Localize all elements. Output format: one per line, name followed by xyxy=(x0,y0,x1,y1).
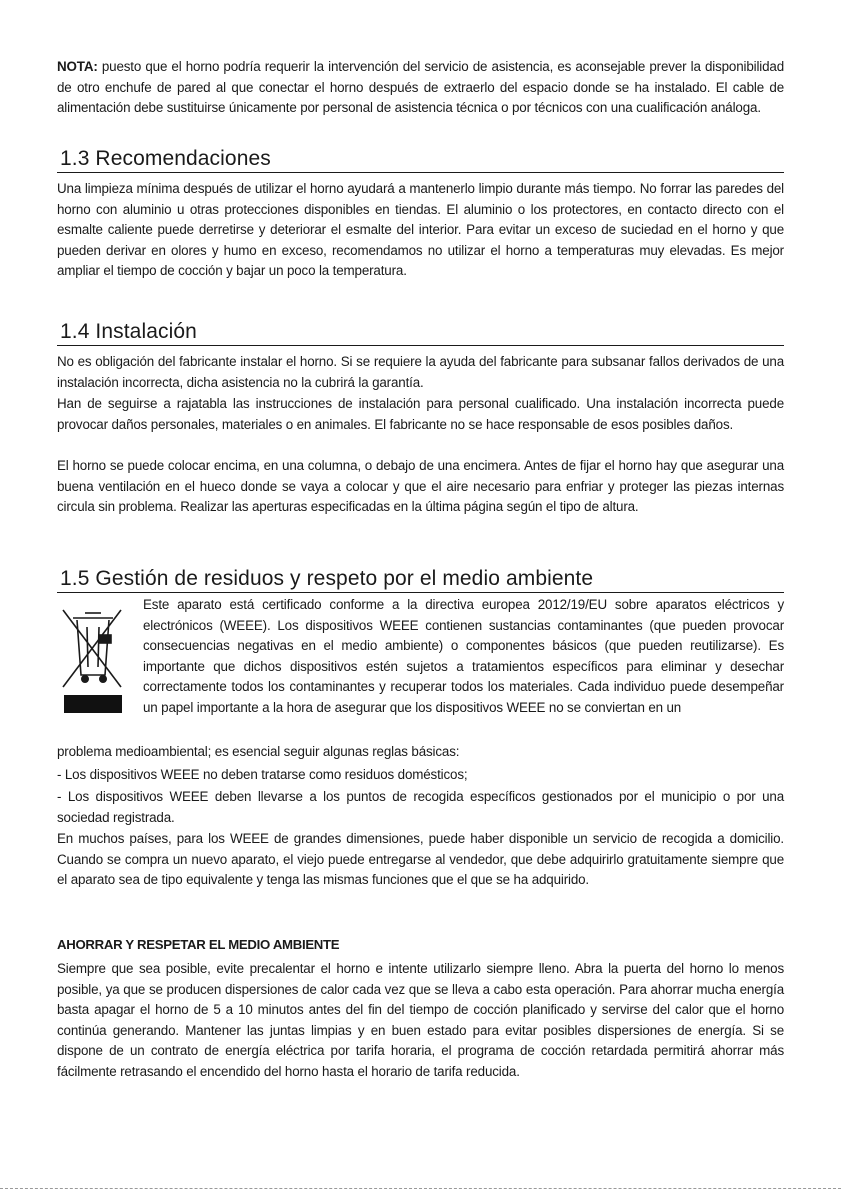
nota-text: puesto que el horno podría requerir la intervención del servicio de asistencia, es aconsejable prever la disponibilidad de otro enchufe de pared al que conectar el horno después de extraerlo del espacio donde se ha instalado. El cable de alimentación debe sustituirse únicamente por personal de asistencia técnica o por técnicos con una cualificación análoga. xyxy=(57,59,784,116)
nota-paragraph xyxy=(57,57,784,119)
crossed-out-wheelie-bin-icon xyxy=(57,605,127,713)
section-1-4-paragraph-3: El horno se puede colocar encima, en una columna, o debajo de una encimera. Antes de fijar el horno hay que asegurar una buena ventilación en el hueco donde se vaya a colocar y que el aire necesario para enfriar y proteger las piezas internas circula sin problema. Realizar las aperturas especificadas en la última página según el tipo de altura. xyxy=(57,458,784,515)
section-1-4-title: 1.4 Instalación xyxy=(57,319,784,346)
section-1-3-paragraph: Una limpieza mínima después de utilizar el horno ayudará a mantenerlo limpio durante más tiempo. No forrar las paredes del horno con aluminio u otras protecciones disponibles en tiendas. El aluminio o los protectores, en contacto directo con el esmalte caliente puede derretirse y deteriorar el esmalte del interior. Para evitar un exceso de suciedad en el horno y que pueden derivar en olores y humo en exceso, recomendamos no utilizar el horno a temperaturas muy elevadas. Es mejor ampliar el tiempo de cocción y bajar un poco la temperatura. xyxy=(57,181,784,279)
weee-description: Este aparato está certificado conforme a la directiva europea 2012/19/EU sobre aparatos eléctricos y electrónicos (WEEE). Los dispositivos WEEE contienen sustancias contaminantes (que pueden provocar consecuencias negativas en el medio ambiente) o componentes básicos (que pueden reutilizarse). Es importante que dichos dispositivos estén sujetos a tratamientos específicos para eliminar y desechar correctamente todos los contaminantes y recuperar todos los materiales. Cada individuo puede desempeñar un papel importante a la hora de asegurar que los dispositivos WEEE no se conviertan en un xyxy=(143,597,784,715)
weee-collection-paragraph: En muchos países, para los WEEE de grandes dimensiones, puede haber disponible un servicio de recogida a domicilio. Cuando se compra un nuevo aparato, el viejo puede entregarse al vendedor, que debe adquirirlo gratuitamente siempre que el aparato sea de tipo equivalente y tenga las mismas funciones que el que se ha adquirido. xyxy=(57,831,784,888)
section-1-5-title: 1.5 Gestión de residuos y respeto por el medio ambiente xyxy=(57,566,784,593)
section-1-4-paragraph-1: No es obligación del fabricante instalar el horno. Si se requiere la ayuda del fabricante para subsanar fallos derivados de una instalación incorrecta, dicha asistencia no la cubrirá la garantía. xyxy=(57,354,784,390)
weee-rule-2: - Los dispositivos WEEE deben llevarse a los puntos de recogida específicos gestionados por el municipio o por una sociedad registrada. xyxy=(57,789,784,825)
section-1-4-paragraph-2: Han de seguirse a rajatabla las instrucciones de instalación para personal cualificado. Una instalación incorrecta puede provocar daños personales, materiales o en animales. El fabricante no se hace responsable de esos posibles daños. xyxy=(57,396,784,432)
ahorrar-paragraph: Siempre que sea posible, evite precalentar el horno e intente utilizarlo siempre lleno. Abra la puerta del horno lo menos posible, ya que se producen dispersiones de calor cada vez que se lleva a cabo esta operación. Para ahorrar mucha energía basta apagar el horno de 5 a 10 minutos antes del fin del tiempo de cocción planificado y servirse del calor que el horno continúa generando. Mantener las juntas limpias y en buen estado para evitar posibles dispersiones de energía. Si se dispone de un contrato de energía eléctrica por tarifa horaria, el programa de cocción retardada permitirá ahorrar más fácilmente retrasando el encendido del horno hasta el horario de tarifa reducida. xyxy=(57,961,784,1079)
page-bottom-edge xyxy=(0,1188,841,1189)
weee-rule-1: - Los dispositivos WEEE no deben tratarse como residuos domésticos; xyxy=(57,767,468,782)
ahorrar-heading: AHORRAR Y RESPETAR EL MEDIO AMBIENTE xyxy=(57,937,340,952)
section-1-3-title: 1.3 Recomendaciones xyxy=(57,146,784,173)
weee-continuation: problema medioambiental; es esencial seguir algunas reglas básicas: xyxy=(57,744,460,759)
nota-label: NOTA: xyxy=(57,59,98,74)
